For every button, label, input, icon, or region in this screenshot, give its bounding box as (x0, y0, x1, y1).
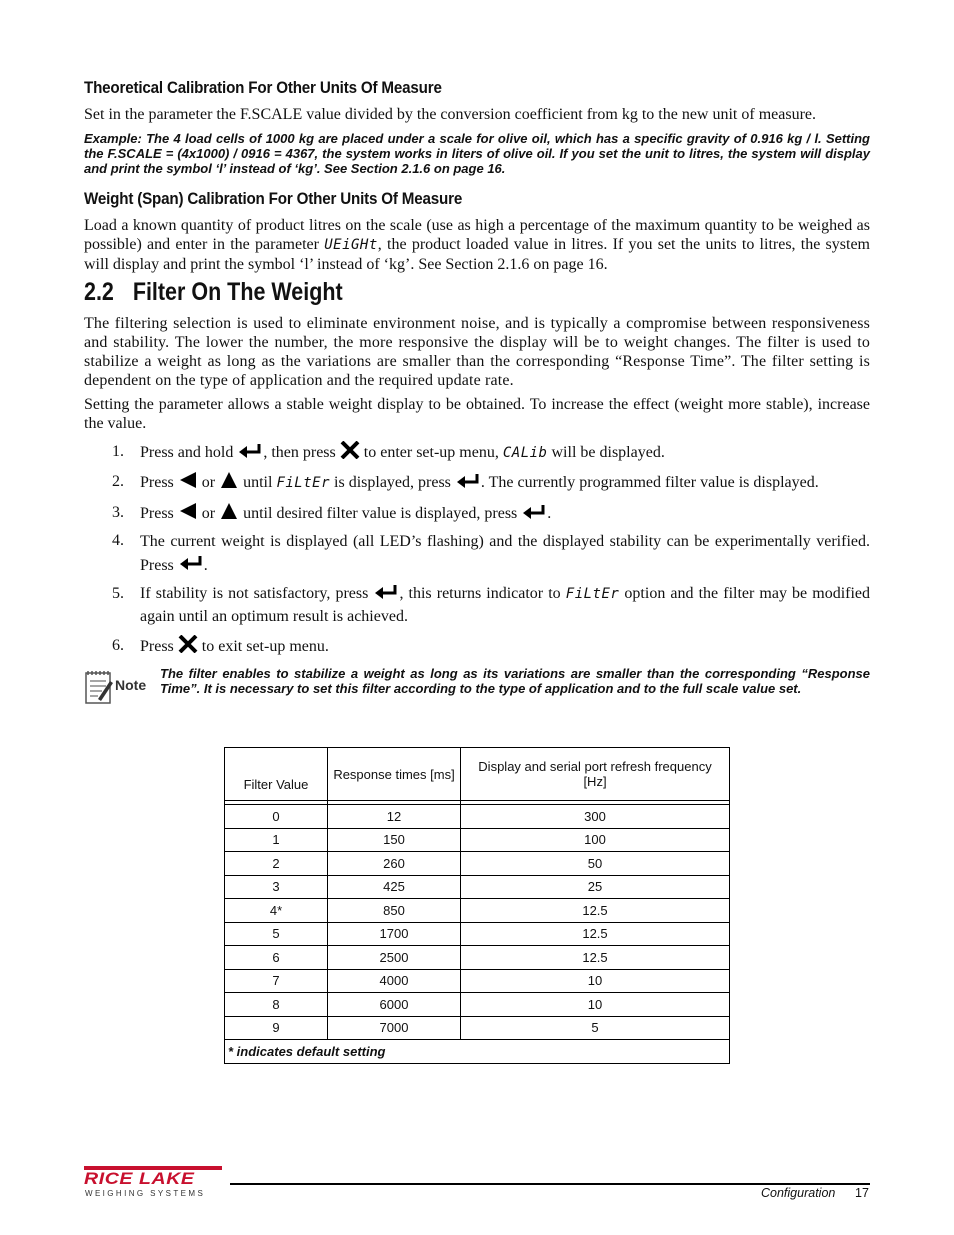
table-cell: 4* (225, 899, 328, 923)
note-icon (84, 669, 114, 705)
left-arrow-key-icon (178, 502, 198, 527)
step-text: . (547, 505, 552, 523)
step-text: Press and hold (140, 444, 238, 462)
display-filter: FiLtEr (565, 586, 620, 603)
table-cell: 12.5 (461, 899, 730, 923)
step-number: 4. (112, 532, 124, 549)
table-cell: 2 (225, 852, 328, 876)
heading-weight-span-calibration: Weight (Span) Calibration For Other Units Of Measure (84, 190, 463, 208)
table-cell: 100 (461, 828, 730, 852)
weight-span-paragraph (84, 216, 870, 274)
table-cell: 6 (225, 946, 328, 970)
table-cell: 1700 (328, 922, 461, 946)
table-row (225, 899, 730, 923)
footer-rule (230, 1183, 870, 1185)
step-text: . (203, 557, 208, 574)
up-arrow-key-icon (219, 471, 239, 496)
zero-x-key-icon (178, 635, 198, 660)
table-cell: 5 (225, 922, 328, 946)
table-row (225, 828, 730, 852)
step-number: 1. (112, 443, 124, 460)
page-number: 17 (855, 1186, 869, 1200)
rice-lake-logo (84, 1166, 224, 1200)
step-number: 6. (112, 637, 124, 654)
table-row (225, 969, 730, 993)
step-text: is displayed, press (330, 474, 455, 492)
table-row (225, 993, 730, 1017)
step-text: to exit set-up menu. (197, 638, 329, 656)
table-cell: 2500 (328, 946, 461, 970)
enter-key-icon (373, 583, 399, 606)
section-number: 2.2 (84, 278, 114, 306)
table-row (225, 852, 730, 876)
table-cell: 850 (328, 899, 461, 923)
note-label: Note (115, 677, 147, 693)
table-cell: 7 (225, 969, 328, 993)
step-text: until desired filter value is displayed, press (239, 505, 522, 523)
enter-key-icon (455, 472, 481, 495)
step-text: . The currently programmed filter value is displayed. (480, 474, 819, 492)
table-cell: 0 (225, 805, 328, 829)
table-cell: 260 (328, 852, 461, 876)
table-cell: 10 (461, 993, 730, 1017)
table-cell: 150 (328, 828, 461, 852)
step-text: until (239, 474, 277, 492)
table-row (225, 922, 730, 946)
table-cell: 425 (328, 875, 461, 899)
step-text: will be displayed. (547, 444, 665, 462)
note-text: The filter enables to stabilize a weight as long as its variations are smaller than the corresponding “Response Time”. It is necessary to set this filter according to the type of application and to the full scale value set. (160, 666, 870, 696)
table-row (225, 805, 730, 829)
table-cell: 10 (461, 969, 730, 993)
enter-key-icon (237, 442, 263, 465)
footer-section-label: Configuration (761, 1186, 836, 1200)
up-arrow-key-icon (219, 502, 239, 527)
weight-span-text-a: Load a known quantity of product litres on the scale (use as high a percentage of the maximum quantity to be weighed as possible) and enter in the parameter (84, 217, 870, 253)
table-row (225, 1016, 730, 1040)
logo-subtitle: WEIGHING SYSTEMS (85, 1189, 206, 1198)
table-cell: 25 (461, 875, 730, 899)
zero-x-key-icon (340, 441, 360, 466)
enter-key-icon (178, 554, 204, 578)
table-cell: 12 (328, 805, 461, 829)
filter-paragraph-1: The filtering selection is used to eliminate environment noise, and is typically a compromise between responsiveness and stability. The lower the number, the more responsive the display will be to weight changes. The filter is used to stabilize a weight as long as the variations are smaller than the corresponding “Response Time”. The filter setting is dependent on the type of application and the required update rate. (84, 315, 870, 389)
table-cell: 9 (225, 1016, 328, 1040)
step-text: If stability is not satisfactory, press (140, 585, 374, 603)
step-text: or (197, 474, 220, 492)
step-text: option and the filter may be modified again until an optimum result is achieved. (140, 585, 871, 625)
theoretical-calibration-paragraph: Set in the parameter the F.SCALE value divided by the conversion coefficient from kg to the new unit of measure. (84, 106, 816, 123)
table-header-refresh-frequency: Display and serial port refresh frequency [Hz] (461, 748, 730, 801)
logo-wordmark: RICE LAKE (84, 1169, 195, 1188)
step-number: 5. (112, 585, 124, 602)
section-title (84, 278, 343, 307)
left-arrow-key-icon (178, 471, 198, 496)
step-text: to enter set-up menu, (359, 444, 503, 462)
step-text: Press (140, 638, 178, 656)
step-text: or (197, 505, 220, 523)
step-number: 3. (112, 504, 124, 521)
table-cell: 6000 (328, 993, 461, 1017)
table-cell: 12.5 (461, 922, 730, 946)
step-number: 2. (112, 473, 124, 490)
section-title-text: Filter On The Weight (132, 278, 343, 306)
display-weight-parameter: UEiGHt (324, 237, 378, 253)
table-cell: 1 (225, 828, 328, 852)
table-footnote-row (225, 1040, 730, 1064)
table-cell: 12.5 (461, 946, 730, 970)
table-header-filter-value: Filter Value (225, 748, 328, 801)
table-cell: 8 (225, 993, 328, 1017)
step-text: , then press (263, 444, 340, 462)
table-row (225, 946, 730, 970)
enter-key-icon (521, 503, 547, 526)
step-text: The current weight is displayed (all LED’s flashing) and the displayed stability can be experimentally verified. Press (140, 533, 870, 574)
weight-span-text-b: , the product loaded value in litres. If you set the units to litres, the system will display and print the symbol ‘l’ instead of ‘kg’. See Section 2.1.6 on page 16. (84, 236, 871, 273)
table-cell: 4000 (328, 969, 461, 993)
table-cell: 50 (461, 852, 730, 876)
display-calib: CALib (502, 445, 548, 462)
heading-theoretical-calibration: Theoretical Calibration For Other Units Of Measure (84, 79, 442, 97)
step-text: Press (140, 474, 178, 492)
filter-table (224, 747, 730, 1064)
table-cell: 3 (225, 875, 328, 899)
example-paragraph: Example: The 4 load cells of 1000 kg are placed under a scale for olive oil, which has a specific gravity of 0.916 kg / l. Setting the F.SCALE = (4x1000) / 0916 = 4367, the system works in liters of olive oil. If you set the unit to litres, the system will display and print the symbol ‘l’ instead of ‘kg’. See Section 2.1.6 on page 16. (84, 131, 870, 176)
table-header-response-times: Response times [ms] (328, 748, 461, 801)
table-footnote: * indicates default setting (225, 1040, 730, 1064)
table-cell: 300 (461, 805, 730, 829)
filter-paragraph-2: Setting the parameter allows a stable weight display to be obtained. To increase the effect (weight more stable), increase the value. (84, 396, 870, 432)
step-text: , this returns indicator to (399, 585, 566, 603)
display-filter: FiLtEr (276, 475, 331, 492)
table-row (225, 875, 730, 899)
table-cell: 7000 (328, 1016, 461, 1040)
table-cell: 5 (461, 1016, 730, 1040)
step-text: Press (140, 505, 178, 523)
